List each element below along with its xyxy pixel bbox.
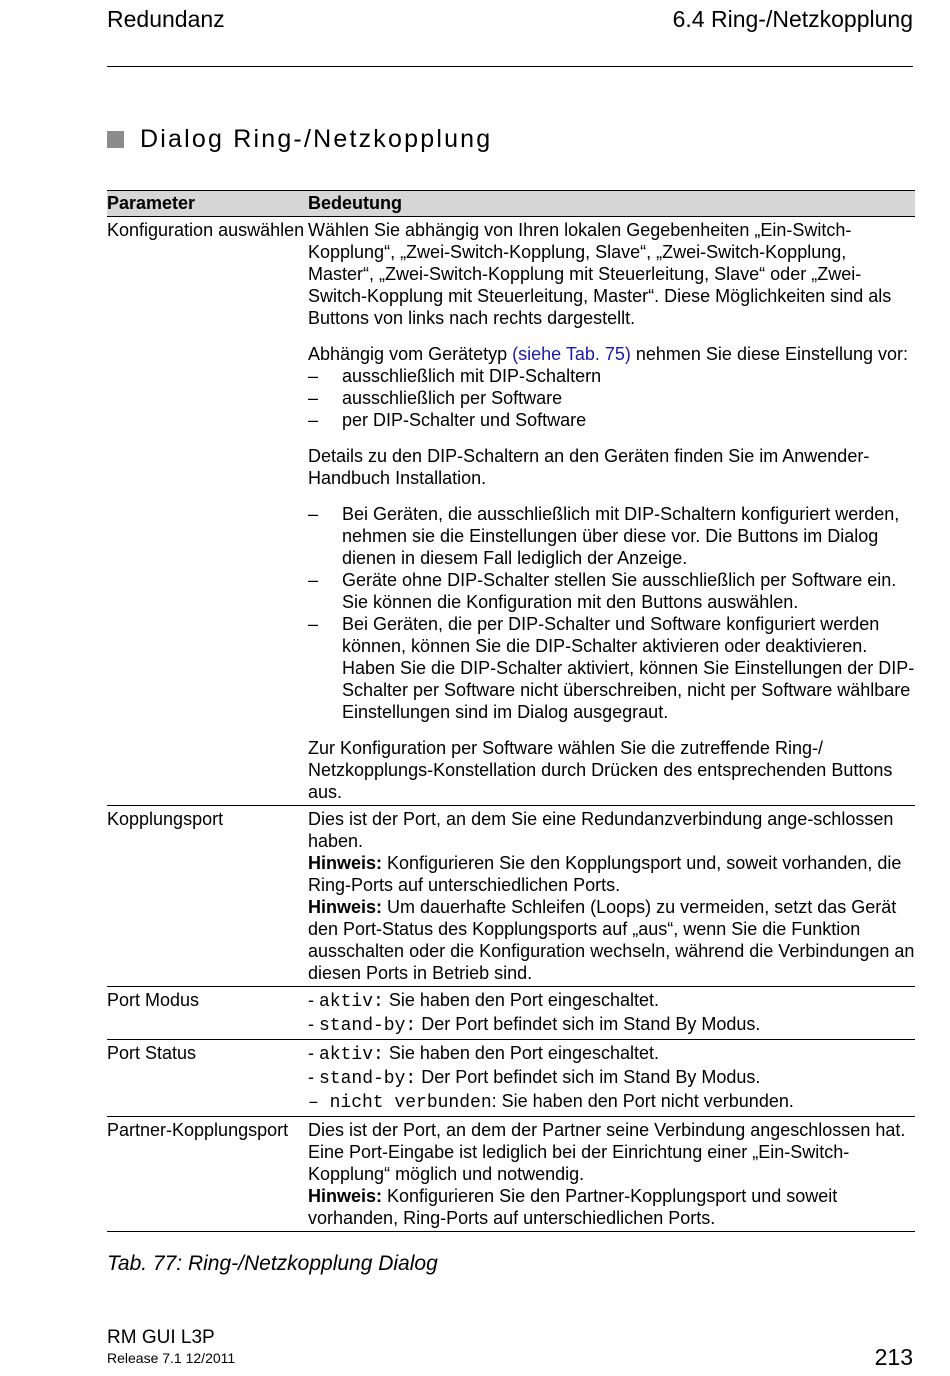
parameter-name: Kopplungsport (107, 809, 224, 829)
footer-release: Release 7.1 12/2011 (107, 1350, 236, 1366)
running-header-chapter: Redundanz (107, 6, 225, 32)
description-paragraph: Zur Konfiguration per Software wählen Sie die zutreffende Ring-/ Netzkopplungs-Konstellation durch Drücken des entsprechenden Buttons aus. (308, 738, 893, 802)
value-code: aktiv: (319, 1045, 384, 1065)
table-row (107, 806, 915, 987)
list-item: – Bei Geräten, die ausschließlich mit DIP-Schaltern konfiguriert werden, nehmen sie die Einstellungen über diese vor. Die Buttons im Dialog dienen in diesem Fall lediglich der Anzeige. (308, 504, 900, 568)
parameter-description (308, 806, 915, 986)
value-code: – nicht verbunden (308, 1093, 492, 1113)
value-line: - stand-by: Der Port befindet sich im Stand By Modus. (308, 1014, 761, 1036)
table-reference-link[interactable]: (siehe Tab. 75) (512, 344, 631, 364)
hint-paragraph (308, 852, 915, 896)
list-item: – per DIP-Schalter und Software (308, 410, 587, 430)
table-caption: Tab. 77: Ring-/Netzkopplung Dialog (107, 1252, 438, 1275)
description-paragraph: Dies ist der Port, an dem der Partner seine Verbindung angeschlossen hat. Eine Port-Eingabe ist lediglich bei der Einrichtung einer „Ein-Switch-Kopplung“ möglich und notwendig. (308, 1120, 906, 1184)
value-line: - stand-by: Der Port befindet sich im Stand By Modus. (308, 1067, 761, 1089)
section-title-text: Dialog Ring-/Netzkopplung (140, 125, 493, 153)
value-code: aktiv: (319, 992, 384, 1012)
description-paragraph: Wählen Sie abhängig von Ihren lokalen Gegebenheiten „Ein-Switch-Kopplung“, „Zwei-Switch-Kopplung, Slave“, „Zwei-Switch-Kopplung, Master“, „Zwei-Switch-Kopplung mit Steuerleitung, Slave“ oder „Zwei-Switch-Kopplung mit Steuerleitung, Master“. Diese Möglichkeiten sind als Buttons von links nach rechts dargestellt. (308, 220, 892, 328)
list-item: – ausschließlich per Software (308, 388, 563, 408)
hint-label: Hinweis: (308, 897, 383, 917)
parameter-name: Partner-Kopplungsport (107, 1120, 289, 1140)
parameter-description (308, 987, 915, 1039)
column-header-meaning: Bedeutung (308, 193, 402, 213)
parameter-name: Port Status (107, 1043, 197, 1063)
page-number: 213 (874, 1344, 913, 1370)
hint-text: Um dauerhafte Schleifen (Loops) zu vermeiden, setzt das Gerät den Port-Status des Kopplungsports auf „aus“, wenn Sie die Funktion ausschalten oder die Konfiguration wechseln, während die Verbindungen an diesen Ports in Betrieb sind. (308, 897, 915, 983)
description-paragraph (308, 343, 915, 365)
table-row (107, 217, 915, 806)
bullet-square-icon (107, 131, 124, 148)
column-header-parameter: Parameter (107, 193, 196, 213)
list-item: – Geräte ohne DIP-Schalter stellen Sie ausschließlich per Software ein. Sie können die Konfiguration mit den Buttons auswählen. (308, 570, 897, 612)
description-paragraph: Dies ist der Port, an dem Sie eine Redundanzverbindung ange-schlossen haben. (308, 809, 894, 851)
value-line: – nicht verbunden: Sie haben den Port nicht verbunden. (308, 1091, 794, 1113)
section-title (107, 125, 492, 154)
value-code: stand-by: (319, 1069, 417, 1089)
hint-text: Konfigurieren Sie den Partner-Kopplungsport und soweit vorhanden, Ring-Ports auf unterschiedlichen Ports. (308, 1186, 838, 1228)
hint-paragraph (308, 1185, 915, 1229)
parameter-name: Konfiguration auswählen (107, 220, 305, 240)
value-line: - aktiv: Sie haben den Port eingeschaltet. (308, 990, 660, 1012)
text-span: nehmen Sie diese Einstellung vor: (630, 344, 909, 364)
hint-label: Hinweis: (308, 853, 383, 873)
table-row (107, 1117, 915, 1232)
hint-label: Hinweis: (308, 1186, 383, 1206)
parameter-table (107, 190, 915, 1232)
value-code: stand-by: (319, 1016, 417, 1036)
text-span: Abhängig vom Gerätetyp (308, 344, 513, 364)
list-item: – Bei Geräten, die per DIP-Schalter und Software konfiguriert werden können, können Sie die DIP-Schalter aktivieren oder deaktivieren. Haben Sie die DIP-Schalter aktiviert, können Sie Einstellungen der DIP-Schalter per Software nicht überschreiben, nicht per Software wählbare Einstellungen sind im Dialog ausgegraut. (308, 614, 915, 722)
option-list (308, 365, 915, 431)
table-row (107, 1040, 915, 1117)
hint-text: Konfigurieren Sie den Kopplungsport und, soweit vorhanden, die Ring-Ports auf unterschiedlichen Ports. (308, 853, 902, 895)
table-header-row (107, 191, 915, 217)
device-list (308, 503, 915, 723)
hint-paragraph (308, 896, 915, 984)
parameter-description (308, 1117, 915, 1231)
description-paragraph: Details zu den DIP-Schaltern an den Geräten finden Sie im Anwender-Handbuch Installation. (308, 446, 870, 488)
parameter-description (308, 1040, 915, 1116)
parameter-description (308, 217, 915, 805)
list-item: – ausschließlich mit DIP-Schaltern (308, 366, 602, 386)
table-row (107, 987, 915, 1040)
running-header-section: 6.4 Ring-/Netzkopplung (672, 6, 913, 32)
value-line: - aktiv: Sie haben den Port eingeschaltet. (308, 1043, 660, 1065)
header-divider (107, 66, 913, 67)
footer-document-title: RM GUI L3P (107, 1327, 215, 1348)
parameter-name: Port Modus (107, 990, 200, 1010)
